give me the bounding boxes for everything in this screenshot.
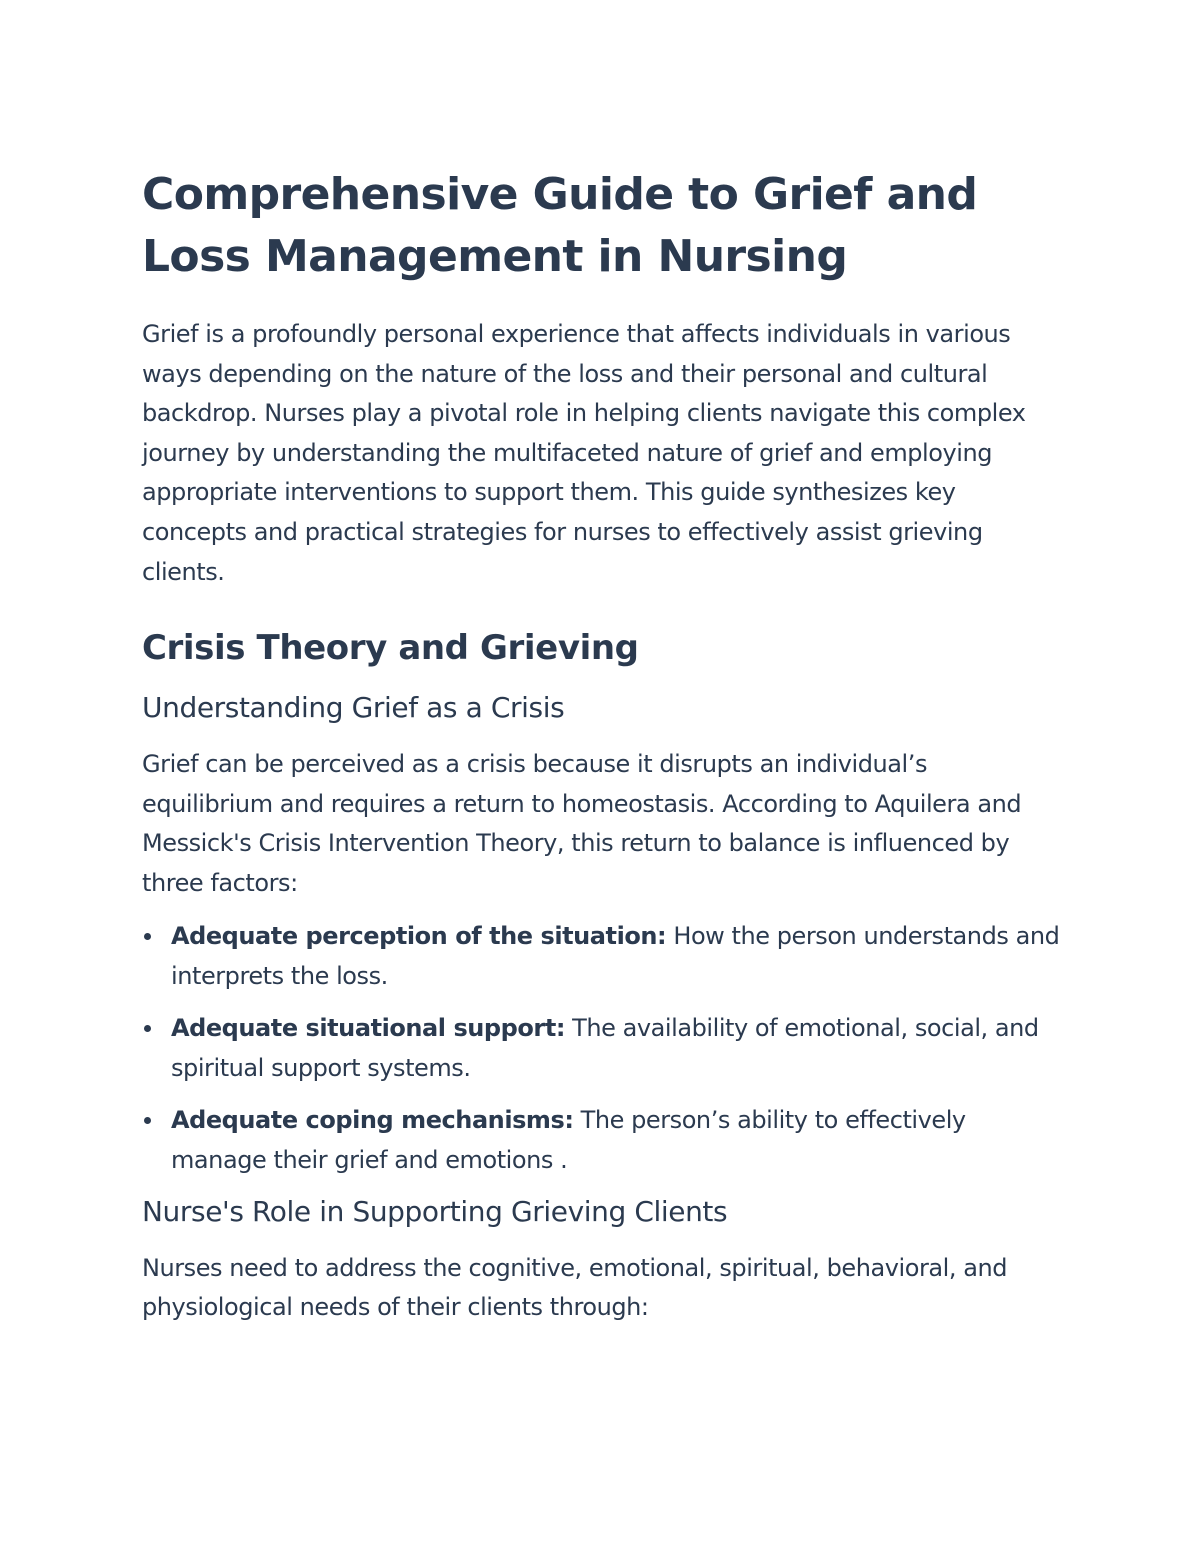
subsection-heading-nurse-role: Nurse's Role in Supporting Grieving Clients [142, 1194, 728, 1228]
list-item [142, 916, 1062, 996]
grief-crisis-paragraph: Grief can be perceived as a crisis because it disrupts an individual’s equilibrium and requires a return to homeostasis. According to Aquilera and Messick's Crisis Intervention Theory, this return to balance is influenced by three factors: [142, 750, 1022, 897]
list-item [142, 1008, 1062, 1088]
list-item-text: The availability of emotional, social, and spiritual support systems. [171, 1013, 1039, 1082]
nurse-role-paragraph: Nurses need to address the cognitive, emotional, spiritual, behavioral, and physiological needs of their clients through: [142, 1253, 1007, 1322]
intro-paragraph: Grief is a profoundly personal experience that affects individuals in various ways depending on the nature of the loss and their personal and cultural backdrop. Nurses play a pivotal role in helping clients navigate this complex journey by understanding the multifaceted nature of grief and employing appropriate interventions to support them. This guide synthesizes key concepts and practical strategies for nurses to effectively assist grieving clients. [142, 320, 1026, 586]
list-item-term: Adequate coping mechanisms: [171, 1105, 574, 1134]
document-page [142, 164, 1062, 1328]
bullet-icon [144, 1025, 151, 1032]
list-item-term: Adequate situational support: [171, 1013, 565, 1042]
list-item-text: How the person understands and interprets the loss. [171, 921, 1060, 990]
document-title: Comprehensive Guide to Grief and Loss Management in Nursing [142, 169, 978, 282]
list-item-term: Adequate perception of the situation: [171, 921, 667, 950]
section-heading-crisis-theory: Crisis Theory and Grieving [142, 628, 639, 669]
bullet-icon [144, 933, 151, 940]
list-item [142, 1100, 1062, 1180]
bullet-icon [144, 1117, 151, 1124]
subsection-heading-grief-as-crisis: Understanding Grief as a Crisis [142, 691, 565, 725]
list-item-text: The person’s ability to effectively manage their grief and emotions . [171, 1105, 966, 1174]
factors-list [142, 916, 1062, 1180]
